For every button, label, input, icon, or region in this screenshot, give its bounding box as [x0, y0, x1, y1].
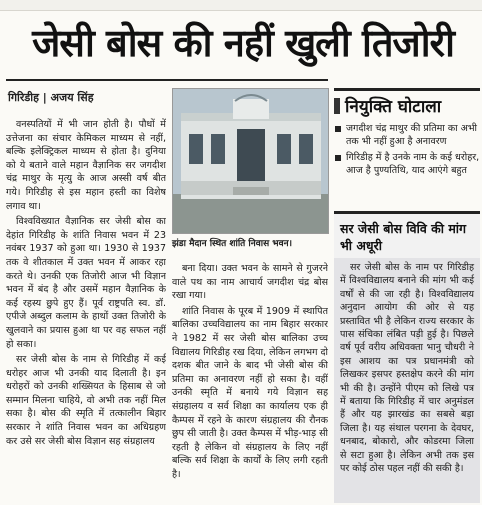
building-illustration	[173, 89, 328, 233]
newspaper-top-strip	[0, 0, 482, 11]
sidebar-title-text: नियुक्ति घोटाला	[345, 97, 442, 117]
sidebar-title	[334, 88, 480, 117]
box-body	[334, 258, 480, 479]
paragraph: बना दिया। उक्त भवन के सामने से गुजरने वाले पथ का नाम आचार्य जगदीश चंद्र बोस रखा गया।	[172, 263, 328, 302]
photo-caption: झंडा मैदान स्थित शांति निवास भवन।	[172, 239, 293, 249]
article-column-1	[6, 118, 166, 503]
paragraph: विश्वविख्यात वैज्ञानिक सर जेसी बोस का देहांत गिरिडीह के शांति निवास भवन में 23 नवंबर 1937 को हुआ था। 1930 से 1937 तक वे शीतकाल में उक्त भवन में आकर रहा करते थे। उनकी एक तिजोरी आज भी विज्ञान भवन में बंद है और उसमें महान वैज्ञानिक के कई रहस्य छुपे हुए हैं। पूर्व राष्ट्रपति स्व. डॉ. एपीजे अब्दुल कलाम के हाथों उक्त तिजोरी के खुलवाने का प्रयास हुआ था पर वह सफल नहीं हो सका।	[6, 216, 166, 350]
paragraph: सर जेसी बोस के नाम से गिरिडीह में कई धरोहर आज भी उनकी याद दिलाती है। इन धरोहरों को उनकी शख्सियत के हिसाब से जो सम्मान मिलना चाहिये, वो अभी तक नहीं मिल सका है। बोस की स्मृति में तत्कालीन बिहार सरकार ने शांति निवास भवन का अधिग्रहण कर उसे सर जेसी बोस विज्ञान सह संग्रहालय	[6, 354, 166, 447]
byline: गिरिडीह | अजय सिंह	[8, 91, 94, 104]
headline-rule	[6, 79, 328, 81]
square-bullet-icon	[335, 155, 341, 161]
paragraph: सर जेसी बोस के नाम पर गिरिडीह में विश्वविद्यालय बनाने की मांग भी कई वर्षों से की जा रही है। विश्वविद्यालय अनुदान आयोग की ओर से यह प्रस्तावित भी है लेकिन राज्य सरकार के पास संचिका लंबित पड़ी हुई है। पिछले वर्ष पूर्व वरीय अधिवक्ता भानु चौधरी ने इस आशय का पत्र प्रधानमंत्री को लिखकर इसपर हस्तक्षेप करने की मांग भी की है। उन्होंने पीएम को लिखे पत्र में बताया कि गिरिडीह में चार अनुमंडल हैं और यह झारखंड का सबसे बड़ा जिला है। यह संथाल परगना के देवघर, धनबाद, बोकारो, और कोडरमा जिला से सटा हुआ है। लेकिन अभी तक इस पर कोई ठोस पहल नहीं की सकी है।	[340, 262, 474, 475]
headline: जेसी बोस की नहीं खुली तिजोरी	[32, 21, 454, 65]
university-demand-box	[334, 211, 480, 503]
square-bullet-icon	[335, 126, 341, 132]
bullet-item	[334, 152, 480, 177]
paragraph: शांति निवास के पूरब में 1909 में स्थापित बालिका उच्चविद्यालय का नाम बिहार सरकार ने 1982 में सर जेसी बोस बालिका उच्च विद्यालय गिरिडीह रख दिया, लेकिन लगभग दो दशक बीत जाने के बाद भी जेसी बोस की प्रतिमा का अनावरण नहीं हो सका है। वहीं उनकी स्मृति में बनाये गये विज्ञान सह संग्रहालय व सर्व शिक्षा का कार्यालय एक ही कैम्पस में रहने के कारण संग्रहालय की रौनक छुप सी जाती है। उक्त कैम्पस में भीड़-भाड़ सी रहती है लेकिन वो संग्रहालय के लिए नहीं बल्कि सर्व शिक्षा के कार्यों के लिए लगी रहती है।	[172, 305, 328, 480]
article-column-2	[172, 262, 328, 502]
box-title: सर जेसी बोस विवि की मांग भी अधूरी	[334, 211, 480, 258]
bullet-text: जगदीश चंद्र माथुर की प्रतिमा का अभी तक भी नहीं हुआ है अनावरण	[346, 123, 477, 147]
sidebar-bullets	[334, 123, 480, 177]
paragraph: वनस्पतियों में भी जान होती है। पौधों में उत्तेजना का संचार केमिकल माध्यम से नहीं, बल्कि इलेक्ट्रिकल माध्यम से होता है। दुनिया को ये बताने वाले महान वैज्ञानिक सर जगदीश चंद्र माथुर के मृत्यु के आज अस्सी वर्ष बीत गये। गिरिडीह से इस महान हस्ती का विशेष लगाव था।	[6, 119, 166, 212]
bullet-item	[334, 123, 480, 148]
shanti-niwas-photo	[172, 88, 329, 234]
title-marker	[334, 98, 340, 114]
bullet-text: गिरिडीह में है उनके नाम के कई धरोहर, आज है पुण्यतिथि, याद आएंगे बहुत	[346, 152, 480, 176]
sidebar	[334, 88, 480, 503]
